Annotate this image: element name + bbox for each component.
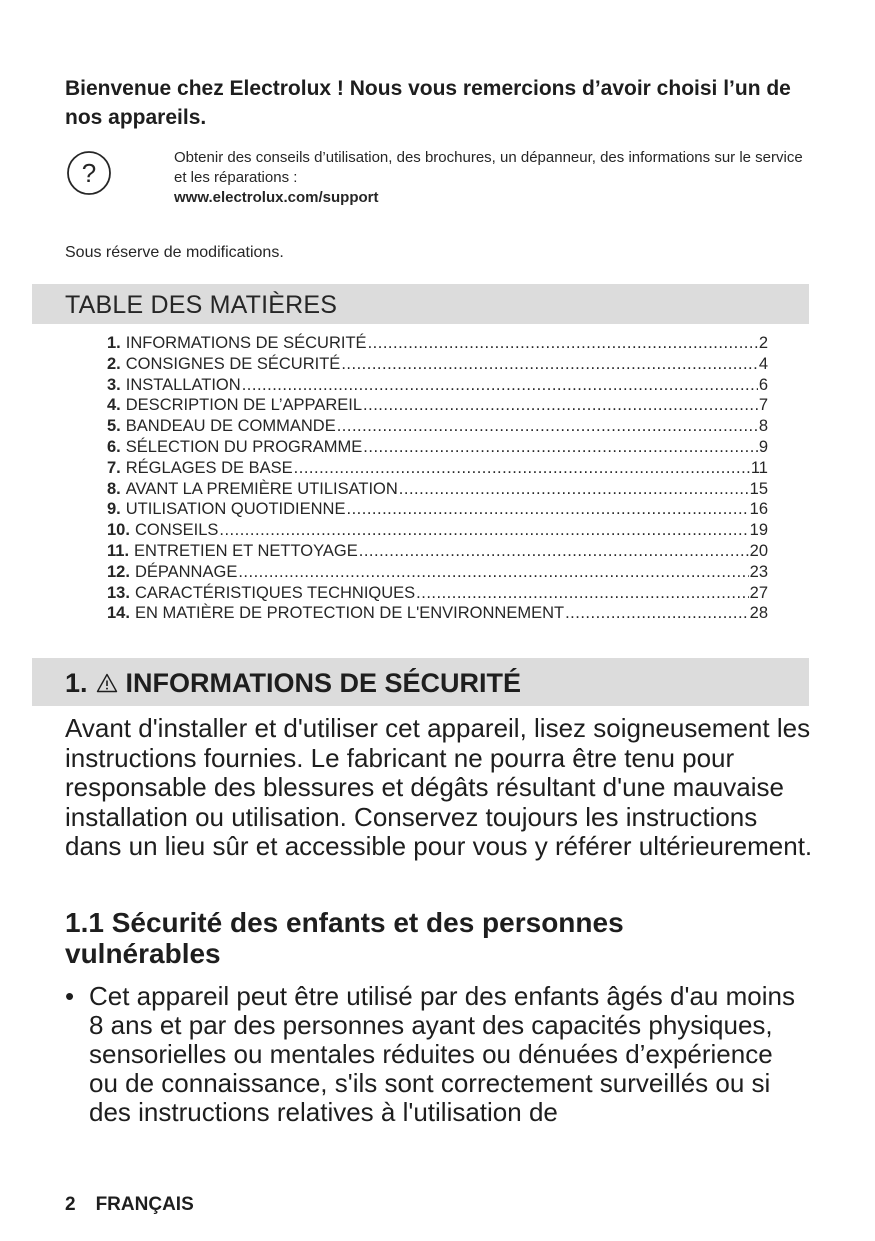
toc-item-label: INSTALLATION xyxy=(125,375,241,394)
toc-item-page: 9 xyxy=(758,437,768,456)
toc-item-page: 28 xyxy=(749,604,768,623)
toc-item[interactable] xyxy=(107,520,768,541)
toc-item-number: 1. xyxy=(107,334,121,352)
toc-item-number: 6. xyxy=(107,437,121,456)
section-number: 1. xyxy=(65,668,88,698)
toc-item-page: 16 xyxy=(749,500,768,519)
toc-item[interactable] xyxy=(107,458,768,479)
toc-item[interactable] xyxy=(107,416,768,437)
toc-leader-dots xyxy=(219,520,748,541)
toc-item[interactable] xyxy=(107,499,768,520)
toc-leader-dots xyxy=(416,583,748,604)
toc-item-label: AVANT LA PREMIÈRE UTILISATION xyxy=(125,479,398,498)
toc-item[interactable] xyxy=(107,583,768,604)
toc-leader-dots xyxy=(368,333,758,354)
toc-title: TABLE DES MATIÈRES xyxy=(65,291,338,319)
section-title xyxy=(65,667,521,699)
toc-header xyxy=(32,284,809,324)
toc-item-number: 8. xyxy=(107,479,121,498)
toc-item-number: 13. xyxy=(107,583,130,602)
toc-item-page: 27 xyxy=(749,583,768,602)
table-of-contents xyxy=(107,333,768,624)
toc-item-number: 3. xyxy=(107,375,121,394)
bullet-item xyxy=(65,982,805,1127)
toc-leader-dots xyxy=(346,499,748,520)
toc-leader-dots xyxy=(238,562,748,583)
toc-item-page: 4 xyxy=(758,354,768,373)
toc-item-label: ENTRETIEN ET NETTOYAGE xyxy=(134,541,358,560)
toc-item-label: CONSIGNES DE SÉCURITÉ xyxy=(125,354,341,373)
toc-item-number: 10. xyxy=(107,521,130,540)
support-link[interactable]: www.electrolux.com/support xyxy=(174,189,379,206)
toc-item-label: UTILISATION QUOTIDIENNE xyxy=(125,500,346,519)
toc-item-number: 4. xyxy=(107,396,121,415)
toc-item-label: BANDEAU DE COMMANDE xyxy=(125,417,336,436)
section-title-text: INFORMATIONS DE SÉCURITÉ xyxy=(125,668,522,698)
toc-leader-dots xyxy=(294,458,750,479)
toc-item-label: DÉPANNAGE xyxy=(134,562,238,581)
toc-item-page: 23 xyxy=(749,562,768,581)
toc-item[interactable] xyxy=(107,437,768,458)
toc-leader-dots xyxy=(337,416,758,437)
section-header xyxy=(32,658,809,706)
modification-notice: Sous réserve de modifications. xyxy=(65,244,284,261)
toc-item-number: 5. xyxy=(107,417,121,436)
footer-language: FRANÇAIS xyxy=(95,1194,194,1215)
toc-item[interactable] xyxy=(107,354,768,375)
toc-item-page: 15 xyxy=(749,479,768,498)
subsection-heading: 1.1 Sécurité des enfants et des personnes vulnérables xyxy=(65,907,624,969)
toc-item-label: RÉGLAGES DE BASE xyxy=(125,458,293,477)
toc-item-page: 19 xyxy=(749,521,768,540)
welcome-heading: Bienvenue chez Electrolux ! Nous vous remercions d’avoir choisi l’un de nos appareils. xyxy=(65,77,791,129)
support-description: Obtenir des conseils d’utilisation, des brochures, un dépanneur, des informations sur le service et les réparations : xyxy=(174,149,803,186)
toc-item-number: 14. xyxy=(107,604,130,623)
toc-item[interactable] xyxy=(107,562,768,583)
toc-item-label: CARACTÉRISTIQUES TECHNIQUES xyxy=(134,583,416,602)
toc-item-number: 9. xyxy=(107,500,121,519)
toc-item[interactable] xyxy=(107,375,768,396)
safety-intro-paragraph: Avant d'installer et d'utiliser cet appareil, lisez soigneusement les instructions fournies. Le fabricant ne pourra être tenu pour responsable des blessures et dégâts résultant d'une mauvaise installation ou utilisation. Conservez toujours les instructions dans un lieu sûr et accessible pour vous y référer ultérieurement. xyxy=(65,713,813,861)
toc-item[interactable] xyxy=(107,541,768,562)
toc-item-page: 11 xyxy=(750,458,768,477)
toc-item-label: EN MATIÈRE DE PROTECTION DE L'ENVIRONNEMENT xyxy=(134,604,565,623)
warning-triangle-icon xyxy=(96,673,118,693)
toc-leader-dots xyxy=(399,479,749,500)
toc-leader-dots xyxy=(242,375,758,396)
toc-item[interactable] xyxy=(107,395,768,416)
toc-leader-dots xyxy=(359,541,749,562)
toc-item-label: SÉLECTION DU PROGRAMME xyxy=(125,437,363,456)
toc-item-page: 6 xyxy=(758,375,768,394)
toc-item[interactable] xyxy=(107,603,768,624)
toc-item-label: INFORMATIONS DE SÉCURITÉ xyxy=(125,334,367,352)
toc-item-label: CONSEILS xyxy=(134,521,219,540)
toc-leader-dots xyxy=(565,603,749,624)
toc-item[interactable] xyxy=(107,333,768,354)
toc-item-number: 2. xyxy=(107,354,121,373)
support-info xyxy=(174,148,814,208)
toc-item-page: 8 xyxy=(758,417,768,436)
toc-item-number: 12. xyxy=(107,562,130,581)
toc-item-number: 7. xyxy=(107,458,121,477)
footer-page-number: 2 xyxy=(65,1194,76,1215)
toc-item-page: 7 xyxy=(758,396,768,415)
toc-item-number: 11. xyxy=(107,541,130,560)
bullet-text: Cet appareil peut être utilisé par des enfants âgés d'au moins 8 ans et par des personnes ayant des capacités physiques, sensorielles ou mentales réduites ou dénuées d’expérience ou de connaissance, s'ils sont correctement surveillés ou si des instructions relatives à l'utilisation de xyxy=(89,981,795,1127)
toc-item-page: 2 xyxy=(758,334,768,352)
toc-leader-dots xyxy=(363,395,758,416)
toc-item-label: DESCRIPTION DE L’APPAREIL xyxy=(125,396,363,415)
svg-text:?: ? xyxy=(81,158,97,188)
toc-leader-dots xyxy=(363,437,758,458)
toc-item-page: 20 xyxy=(749,541,768,560)
toc-leader-dots xyxy=(341,354,758,375)
toc-item[interactable] xyxy=(107,479,768,500)
page-footer xyxy=(65,1194,194,1216)
question-circle-icon xyxy=(66,150,112,196)
bullet-marker: • xyxy=(65,981,75,1011)
